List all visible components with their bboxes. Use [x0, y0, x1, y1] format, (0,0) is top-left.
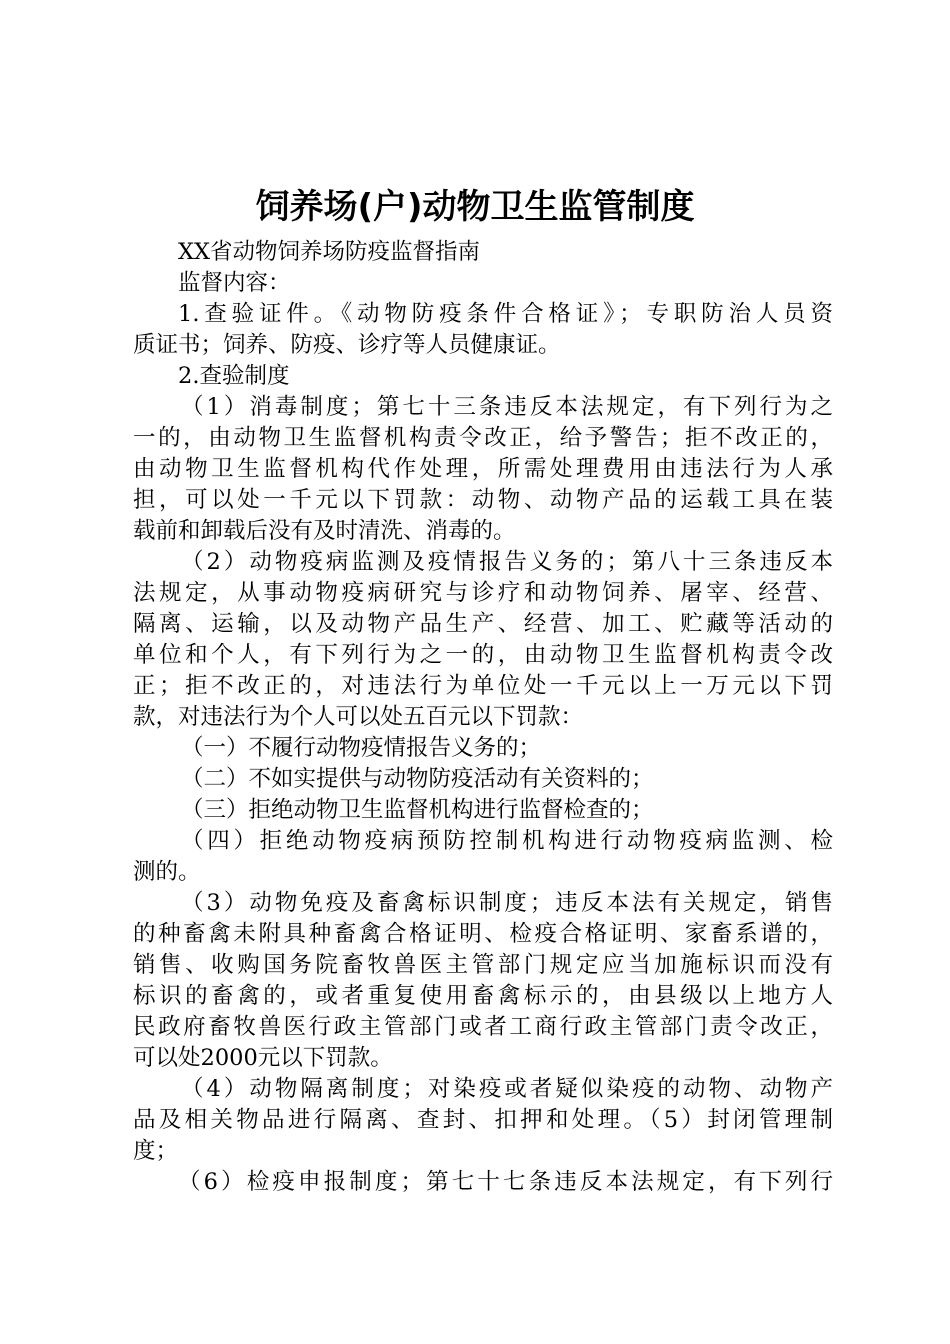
text-line: 担，可以处一千元以下罚款：动物、动物产品的运载工具在装 — [133, 487, 833, 513]
document-body — [133, 237, 833, 1198]
text-line: 监督内容： — [178, 270, 291, 296]
text-line: 的种畜禽未附具种畜禽合格证明、检疫合格证明、家畜系谱的， — [133, 921, 833, 947]
text-line: 销售、收购国务院畜牧兽医主管部门规定应当加施标识而没有 — [133, 952, 833, 978]
document-title: 饲养场(户)动物卫生监管制度 — [255, 187, 695, 227]
text-line: 标识的畜禽的，或者重复使用畜禽标示的，由县级以上地方人 — [133, 983, 833, 1009]
text-line: 质证书；饲养、防疫、诊疗等人员健康证。 — [133, 332, 561, 358]
text-line: （6）检疫申报制度；第七十七条违反本法规定，有下列行 — [178, 1169, 833, 1195]
text-line: 载前和卸载后没有及时清洗、消毒的。 — [133, 518, 516, 544]
text-line: 款，对违法行为个人可以处五百元以下罚款： — [133, 704, 584, 730]
text-line: XX省动物饲养场防疫监督指南 — [178, 239, 481, 265]
text-line: （1）消毒制度；第七十三条违反本法规定，有下列行为之 — [181, 394, 833, 420]
text-line: （四）拒绝动物疫病预防控制机构进行动物疫病监测、检 — [181, 828, 833, 854]
text-line: 一的，由动物卫生监督机构责令改正，给予警告；拒不改正的， — [133, 425, 833, 451]
text-line: （一）不履行动物疫情报告义务的； — [181, 735, 542, 761]
text-line: 测的。 — [133, 859, 201, 885]
text-line: 单位和个人，有下列行为之一的，由动物卫生监督机构责令改 — [133, 642, 833, 668]
text-line: （3）动物免疫及畜禽标识制度；违反本法有关规定，销售 — [181, 890, 833, 916]
text-line: （二）不如实提供与动物防疫活动有关资料的； — [181, 766, 654, 792]
text-line: （2）动物疫病监测及疫情报告义务的；第八十三条违反本 — [181, 549, 833, 575]
text-line: 品及相关物品进行隔离、查封、扣押和处理。（5）封闭管理制 — [133, 1107, 833, 1133]
text-line: 1.查验证件。《动物防疫条件合格证》；专职防治人员资 — [178, 301, 833, 327]
text-line: （三）拒绝动物卫生监督机构进行监督检查的； — [181, 797, 654, 823]
text-line: 隔离、运输，以及动物产品生产、经营、加工、贮藏等活动的 — [133, 611, 833, 637]
text-line: 度； — [133, 1138, 179, 1164]
text-line: （4）动物隔离制度；对染疫或者疑似染疫的动物、动物产 — [181, 1076, 833, 1102]
text-line: 由动物卫生监督机构代作处理，所需处理费用由违法行为人承 — [133, 456, 833, 482]
text-line: 正；拒不改正的，对违法行为单位处一千元以上一万元以下罚 — [133, 673, 833, 699]
text-line: 可以处2000元以下罚款。 — [133, 1045, 393, 1071]
text-line: 2.查验制度 — [178, 363, 290, 389]
text-line: 法规定，从事动物疫病研究与诊疗和动物饲养、屠宰、经营、 — [133, 580, 833, 606]
text-line: 民政府畜牧兽医行政主管部门或者工商行政主管部门责令改正， — [133, 1014, 833, 1040]
